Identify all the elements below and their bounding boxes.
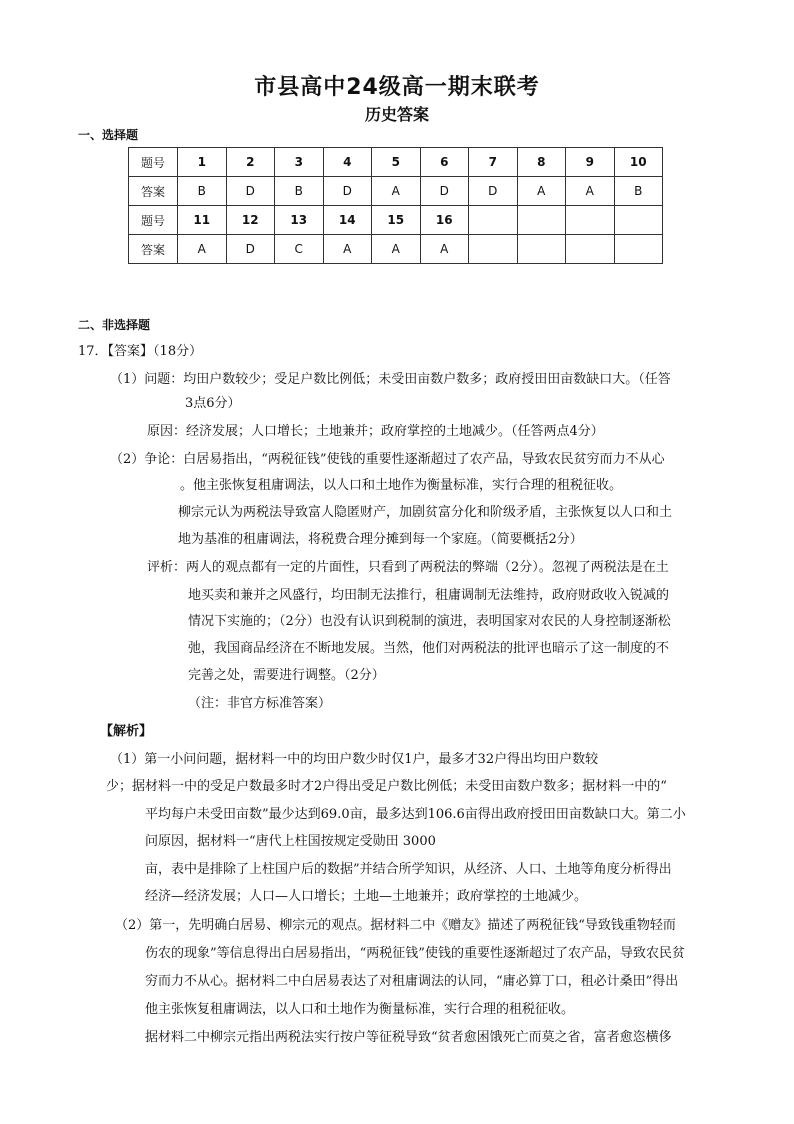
- question-number: [566, 206, 615, 235]
- answer-cell: C: [275, 235, 324, 264]
- analysis-line: 他主张恢复租庸调法，以人口和土地作为衡量标准，实行合理的租税征收。: [145, 1002, 575, 1017]
- q17-part3-line: 情况下实施的；（2分）也没有认识到税制的演进，表明国家对农民的人身控制逐渐松: [188, 614, 671, 629]
- q17-part3-line: 弛，我国商品经济在不断地发展。当然，他们对两税法的批评也暗示了这一制度的不: [188, 641, 670, 656]
- question-number: 1: [178, 148, 227, 177]
- table-row: [129, 235, 663, 264]
- answer-cell: A: [566, 177, 615, 206]
- answer-cell: B: [178, 177, 227, 206]
- answer-cell: A: [372, 235, 421, 264]
- question-number: 10: [614, 148, 663, 177]
- answer-cell: B: [614, 177, 663, 206]
- analysis-line: （1）第一小问问题，据材料一中的均田户数少时仅1户，最多才32户得出均田户数较: [110, 752, 599, 767]
- answer-cell: A: [420, 235, 469, 264]
- analysis-line: 问原因，据材料一“唐代上柱国按规定受勋田 3000: [145, 834, 436, 849]
- answer-cell: D: [226, 235, 275, 264]
- answer-cell: D: [420, 177, 469, 206]
- row-label-answer: 答案: [129, 235, 178, 264]
- analysis-line: 少；据材料一中的受足户数最多时才2户得出受足户数比例低；未受田亩数户数多；据材料一中的“: [106, 779, 667, 794]
- row-label-answer: 答案: [129, 177, 178, 206]
- analysis-line: 据材料二中柳宗元指出两税法实行按户等征税导致“贫者愈困饿死亡而莫之省，富者愈恣横侈: [145, 1030, 672, 1045]
- analysis-heading: 【解析】: [100, 724, 153, 739]
- answer-cell: A: [372, 177, 421, 206]
- analysis-line: 亩，表中是排除了上柱国户后的数据”并结合所学知识，从经济、人口、土地等角度分析得出: [145, 862, 672, 877]
- answer-table: [128, 147, 663, 264]
- answer-cell: A: [323, 235, 372, 264]
- q17-part3-line: 评析：两人的观点都有一定的片面性，只看到了两税法的弊端（2分）。忽视了两税法是在土: [147, 560, 669, 575]
- q17-heading: 17．【答案】（18分）: [78, 344, 203, 359]
- q17-part1-line: （1）问题：均田户数较少；受足户数比例低；未受田亩数户数多；政府授田田亩数缺口大。（任答: [110, 372, 671, 387]
- q17-part3-line: 完善之处，需要进行调整。（2分）: [188, 668, 385, 683]
- q17-part2-line: （2）争论：白居易指出，“两税征钱”使钱的重要性逐渐超过了农产品，导致农民贫穷而力不从心: [110, 452, 665, 467]
- q17-part3-line: 地买卖和兼并之风盛行，均田制无法推行，租庸调制无法维持，政府财政收入锐减的: [188, 588, 670, 603]
- answer-cell: A: [178, 235, 227, 264]
- analysis-line: （2）第一，先明确白居易、柳宗元的观点。据材料二中《赠友》描述了两税征钱“导致钱重物轻而: [115, 918, 676, 933]
- q17-part1-line: 原因：经济发展；人口增长；土地兼并；政府掌控的土地减少。（任答两点4分）: [147, 424, 604, 439]
- answer-cell: D: [323, 177, 372, 206]
- question-number: 6: [420, 148, 469, 177]
- question-number: 2: [226, 148, 275, 177]
- analysis-line: 穷而力不从心。据材料二中白居易表达了对租庸调法的认同，“庸必算丁口，租必计桑田”得出: [145, 974, 679, 989]
- document-subtitle: 历史答案: [364, 105, 429, 124]
- question-number: 15: [372, 206, 421, 235]
- q17-note: （注：非官方标准答案）: [188, 696, 332, 711]
- answer-cell: B: [275, 177, 324, 206]
- question-number: 7: [469, 148, 518, 177]
- answer-cell: [469, 235, 518, 264]
- question-number: 12: [226, 206, 275, 235]
- section-choice-heading: 一、选择题: [78, 128, 139, 142]
- question-number: 13: [275, 206, 324, 235]
- row-label-question: 题号: [129, 148, 178, 177]
- answer-cell: [614, 235, 663, 264]
- q17-part2-line: 地为基准的租庸调法，将税费合理分摊到每一个家庭。（简要概括2分）: [178, 532, 583, 547]
- table-row: [129, 177, 663, 206]
- section-nonchoice-heading: 二、非选择题: [78, 318, 151, 332]
- analysis-line: 伤农的现象”等信息得出白居易指出，“两税征钱”使钱的重要性逐渐超过了农产品，导致农民贫: [145, 946, 685, 961]
- analysis-line: 经济—经济发展；人口—人口增长；土地—土地兼并；政府掌控的土地减少。: [145, 889, 588, 904]
- document-title: 市县高中24级高一期末联考: [254, 75, 540, 100]
- question-number: 4: [323, 148, 372, 177]
- question-number: [517, 206, 566, 235]
- row-label-question: 题号: [129, 206, 178, 235]
- q17-part2-line: 。他主张恢复租庸调法，以人口和土地作为衡量标准，实行合理的租税征收。: [180, 478, 623, 493]
- table-row: [129, 206, 663, 235]
- answer-cell: D: [469, 177, 518, 206]
- table-row: [129, 148, 663, 177]
- analysis-line: 平均每户未受田亩数”最少达到69.0亩，最多达到106.6亩得出政府授田田亩数缺口大。第二小: [145, 807, 686, 822]
- question-number: 9: [566, 148, 615, 177]
- question-number: 11: [178, 206, 227, 235]
- question-number: 14: [323, 206, 372, 235]
- answer-cell: A: [517, 177, 566, 206]
- question-number: [614, 206, 663, 235]
- answer-cell: [566, 235, 615, 264]
- question-number: 3: [275, 148, 324, 177]
- question-number: 5: [372, 148, 421, 177]
- answer-cell: [517, 235, 566, 264]
- question-number: 8: [517, 148, 566, 177]
- question-number: [469, 206, 518, 235]
- question-number: 16: [420, 206, 469, 235]
- q17-part1-line: 3点6分）: [185, 396, 241, 411]
- answer-cell: D: [226, 177, 275, 206]
- q17-part2-line: 柳宗元认为两税法导致富人隐匿财产，加剧贫富分化和阶级矛盾，主张恢复以人口和土: [178, 505, 673, 520]
